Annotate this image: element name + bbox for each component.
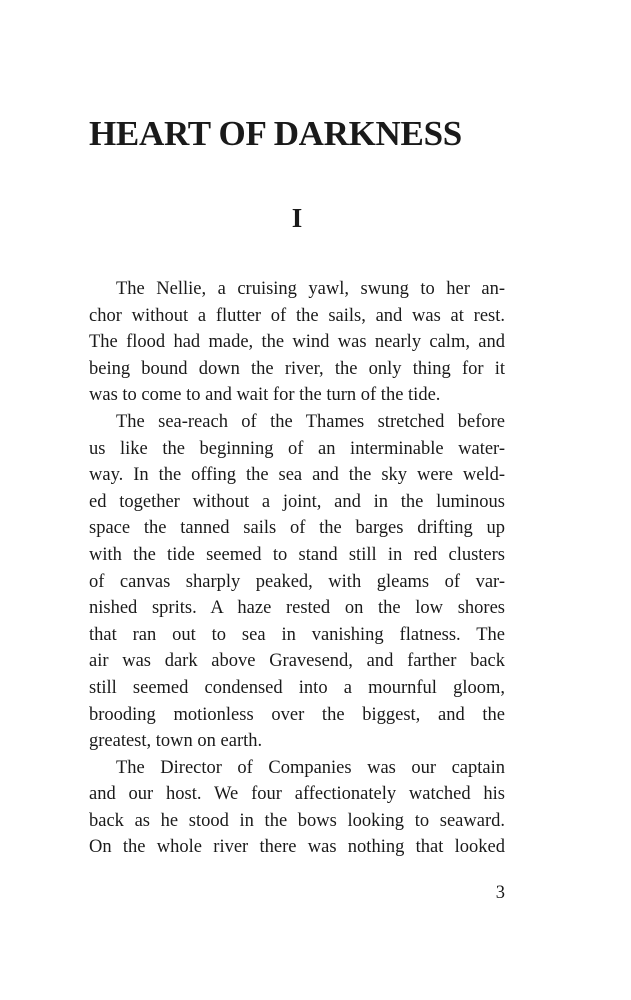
text-line: The sea-reach of the Thames stretched before [116, 411, 505, 432]
text-line: was to come to and wait for the turn of the tide. [89, 385, 441, 406]
chapter-number: I [291, 203, 303, 233]
text-line: that ran out to sea in vanishing flatness. The [89, 624, 505, 645]
text-line: air was dark above Gravesend, and farther back [89, 651, 505, 672]
text-line: way. In the offing the sea and the sky were weld- [89, 465, 505, 486]
text-line: being bound down the river, the only thing for it [89, 358, 505, 379]
text-line: greatest, town on earth. [89, 731, 263, 752]
text-line: nished sprits. A haze rested on the low shores [89, 598, 505, 619]
text-line: The flood had made, the wind was nearly calm, and [89, 332, 505, 353]
text-line: ed together without a joint, and in the luminous [89, 491, 505, 512]
page-number: 3 [495, 883, 505, 903]
text-line: us like the beginning of an interminable water- [89, 438, 505, 459]
text-line: chor without a flutter of the sails, and was at rest. [89, 305, 505, 326]
text-line: and our host. We four affectionately watched his [89, 784, 505, 805]
text-line: with the tide seemed to stand still in red clusters [89, 544, 505, 565]
paragraph [89, 755, 505, 861]
text-line: back as he stood in the bows looking to seaward. [89, 810, 505, 831]
text-line: The Director of Companies was our captain [116, 757, 505, 778]
text-line: still seemed condensed into a mournful gloom, [89, 677, 505, 698]
book-title: HEART OF DARKNESS [89, 114, 462, 153]
body-text [89, 276, 505, 861]
text-line: space the tanned sails of the barges drifting up [89, 518, 505, 539]
text-line: On the whole river there was nothing that looked [89, 837, 505, 858]
text-line: brooding motionless over the biggest, and the [89, 704, 505, 725]
paragraph [89, 409, 505, 755]
text-line: of canvas sharply peaked, with gleams of var- [89, 571, 505, 592]
text-line: The Nellie, a cruising yawl, swung to her an- [116, 279, 505, 299]
paragraph [89, 276, 505, 409]
